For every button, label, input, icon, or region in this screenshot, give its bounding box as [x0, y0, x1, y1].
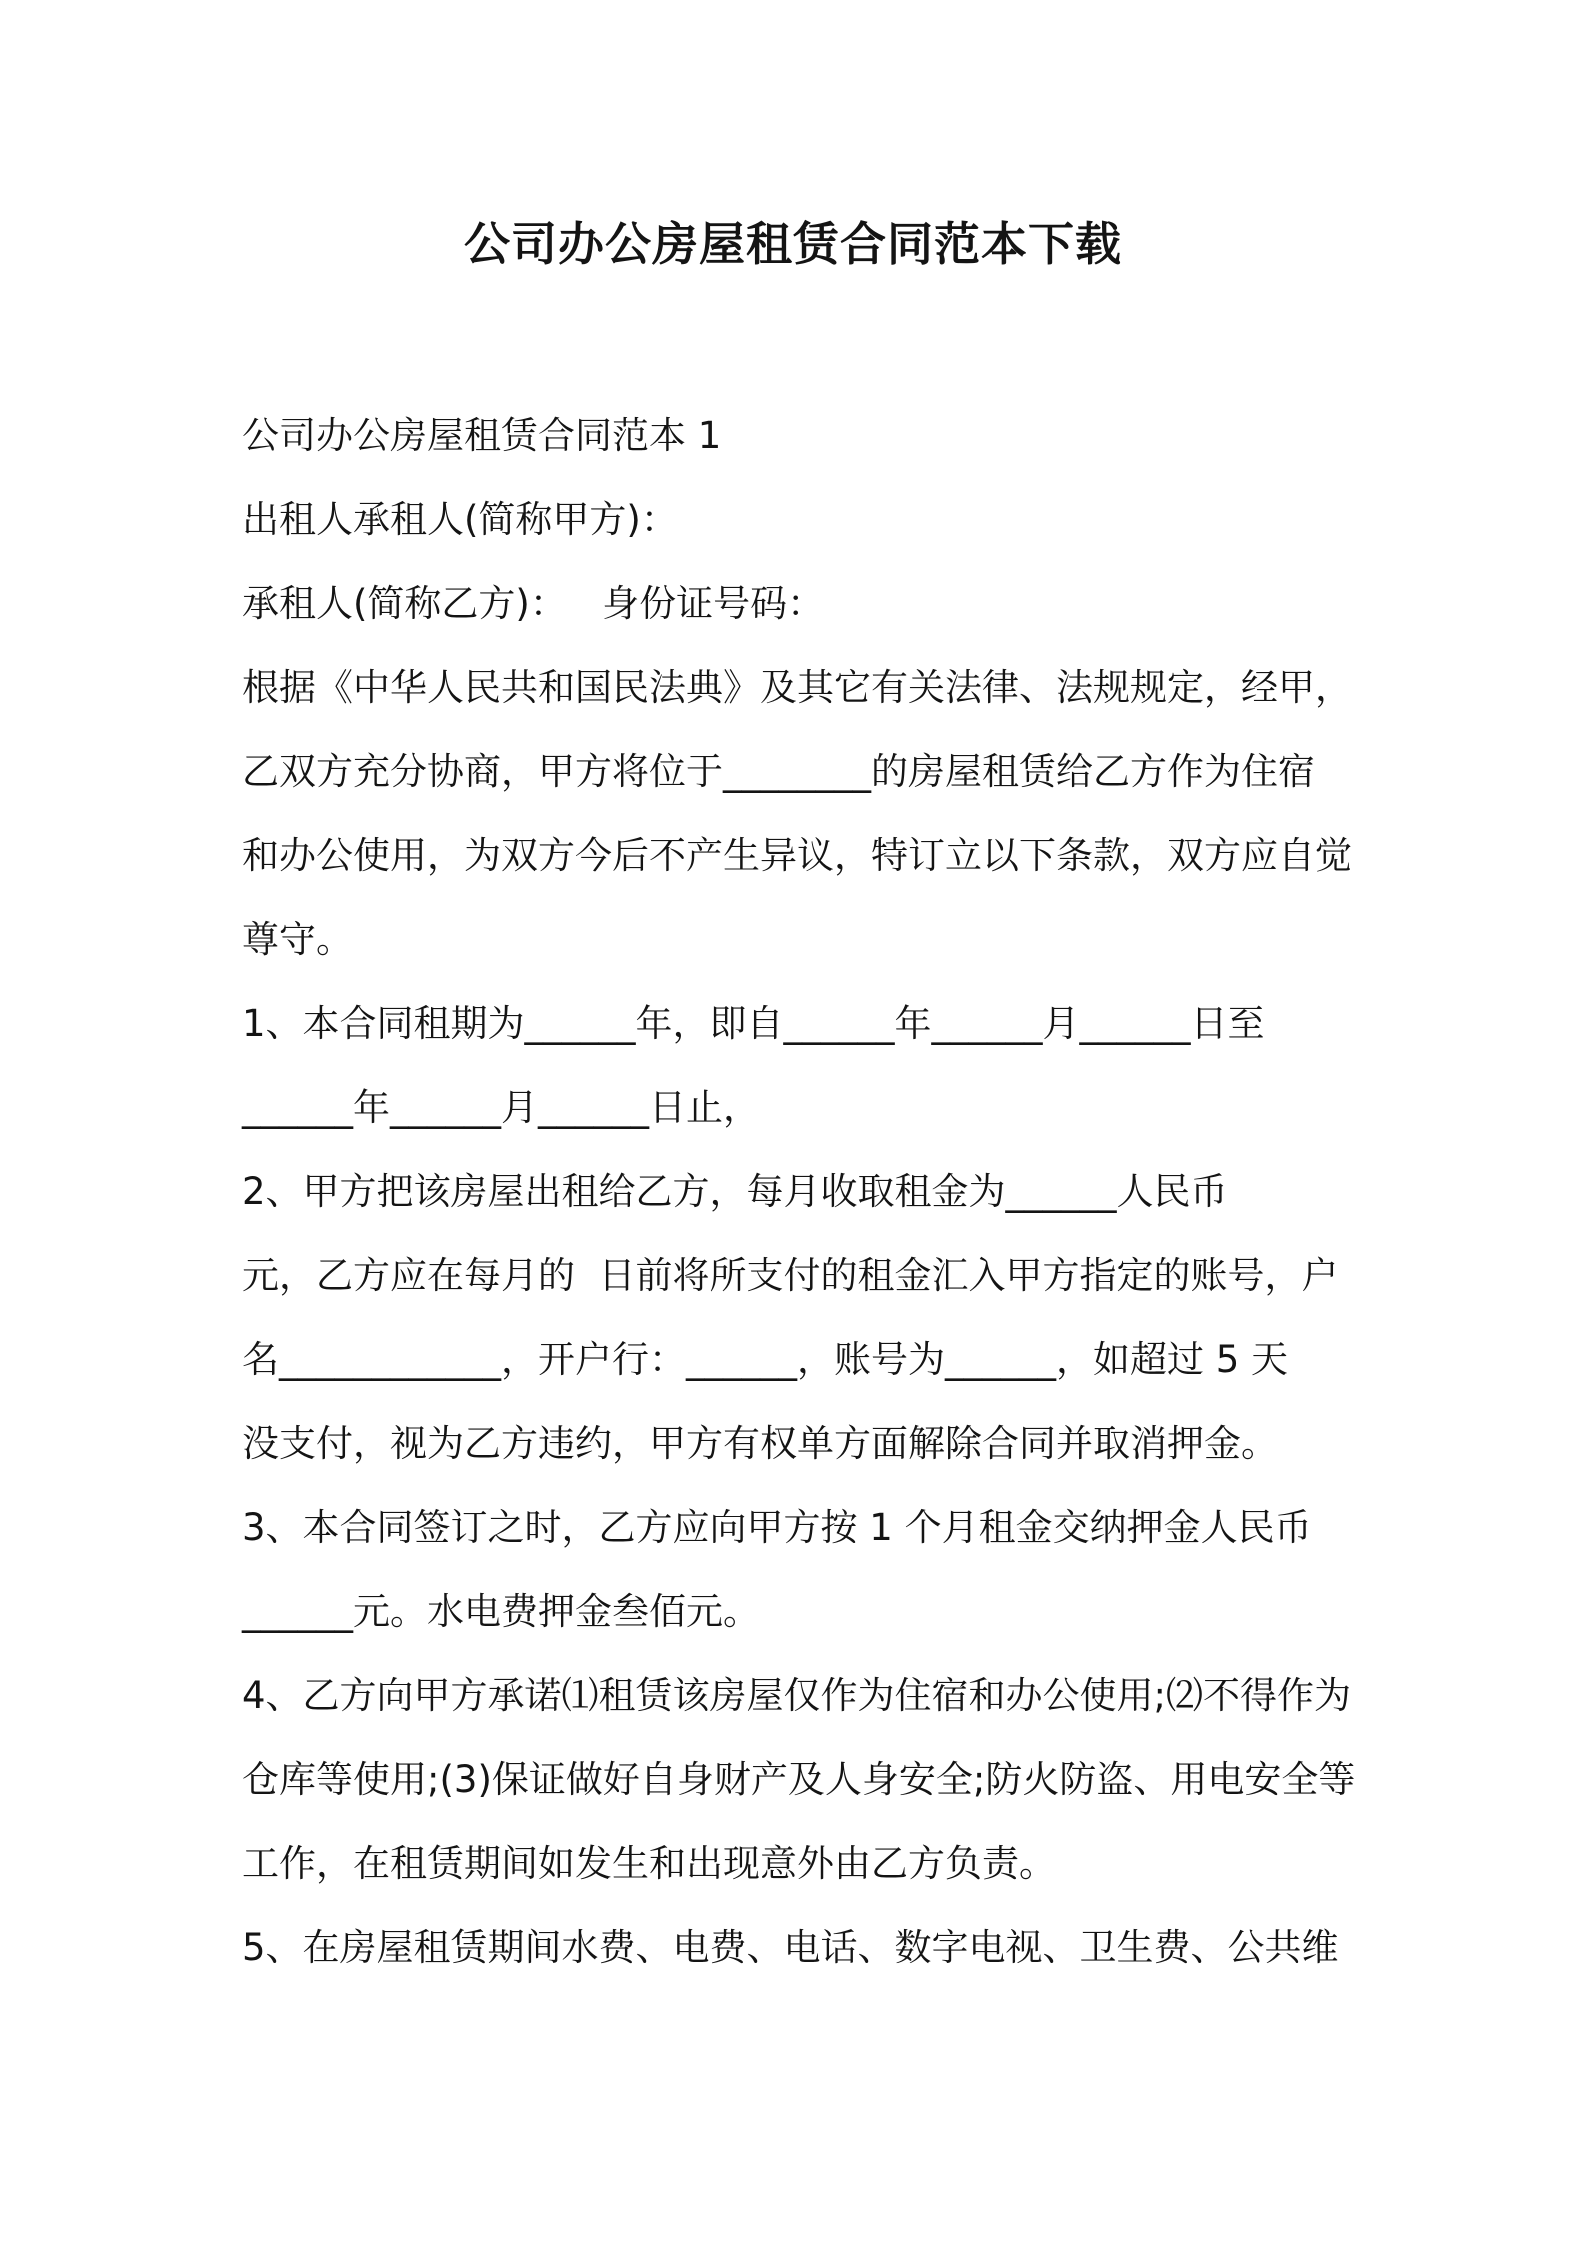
clause-4-line: 仓库等使用;(3)保证做好自身财产及人身安全;防火防盗、用电安全等: [242, 1758, 1356, 1801]
lessor-line: 出租人承租人(简称甲方)：: [242, 498, 678, 541]
paragraph-line: 和办公使用，为双方今后不产生异议，特订立以下条款，双方应自觉: [242, 834, 1352, 877]
clause-4-line: 4、乙方向甲方承诺⑴租赁该房屋仅作为住宿和办公使用;⑵不得作为: [242, 1674, 1352, 1717]
paragraph-line: 根据《中华人民共和国民法典》及其它有关法律、法规规定，经甲，: [242, 666, 1352, 709]
clause-2-line: 名____________，开户行：______，账号为______，如超过 5 天: [242, 1338, 1289, 1381]
section-heading: 公司办公房屋租赁合同范本 1: [242, 414, 722, 457]
lessee-line: 承租人(简称乙方)： 身份证号码：: [242, 582, 825, 625]
clause-3-line: ______元。水电费押金叁佰元。: [242, 1590, 760, 1633]
clause-3-line: 3、本合同签订之时，乙方应向甲方按 1 个月租金交纳押金人民币: [242, 1506, 1312, 1549]
clause-1-line: 1、本合同租期为______年，即自______年______月______日至: [242, 1002, 1265, 1045]
clause-2-line: 没支付，视为乙方违约，甲方有权单方面解除合同并取消押金。: [242, 1422, 1278, 1465]
clause-2-line: 元，乙方应在每月的 日前将所支付的租金汇入甲方指定的账号，户: [242, 1254, 1339, 1297]
clause-4-line: 工作，在租赁期间如发生和出现意外由乙方负责。: [242, 1842, 1056, 1885]
document-title: 公司办公房屋租赁合同范本下载: [464, 217, 1122, 271]
paragraph-line: 尊守。: [242, 918, 353, 961]
clause-2-line: 2、甲方把该房屋出租给乙方，每月收取租金为______人民币: [242, 1170, 1228, 1213]
clause-5-line: 5、在房屋租赁期间水费、电费、电话、数字电视、卫生费、公共维: [242, 1926, 1339, 1969]
clause-1-line: ______年______月______日止，: [242, 1086, 760, 1129]
paragraph-line: 乙双方充分协商，甲方将位于________的房屋租赁给乙方作为住宿: [242, 750, 1315, 793]
